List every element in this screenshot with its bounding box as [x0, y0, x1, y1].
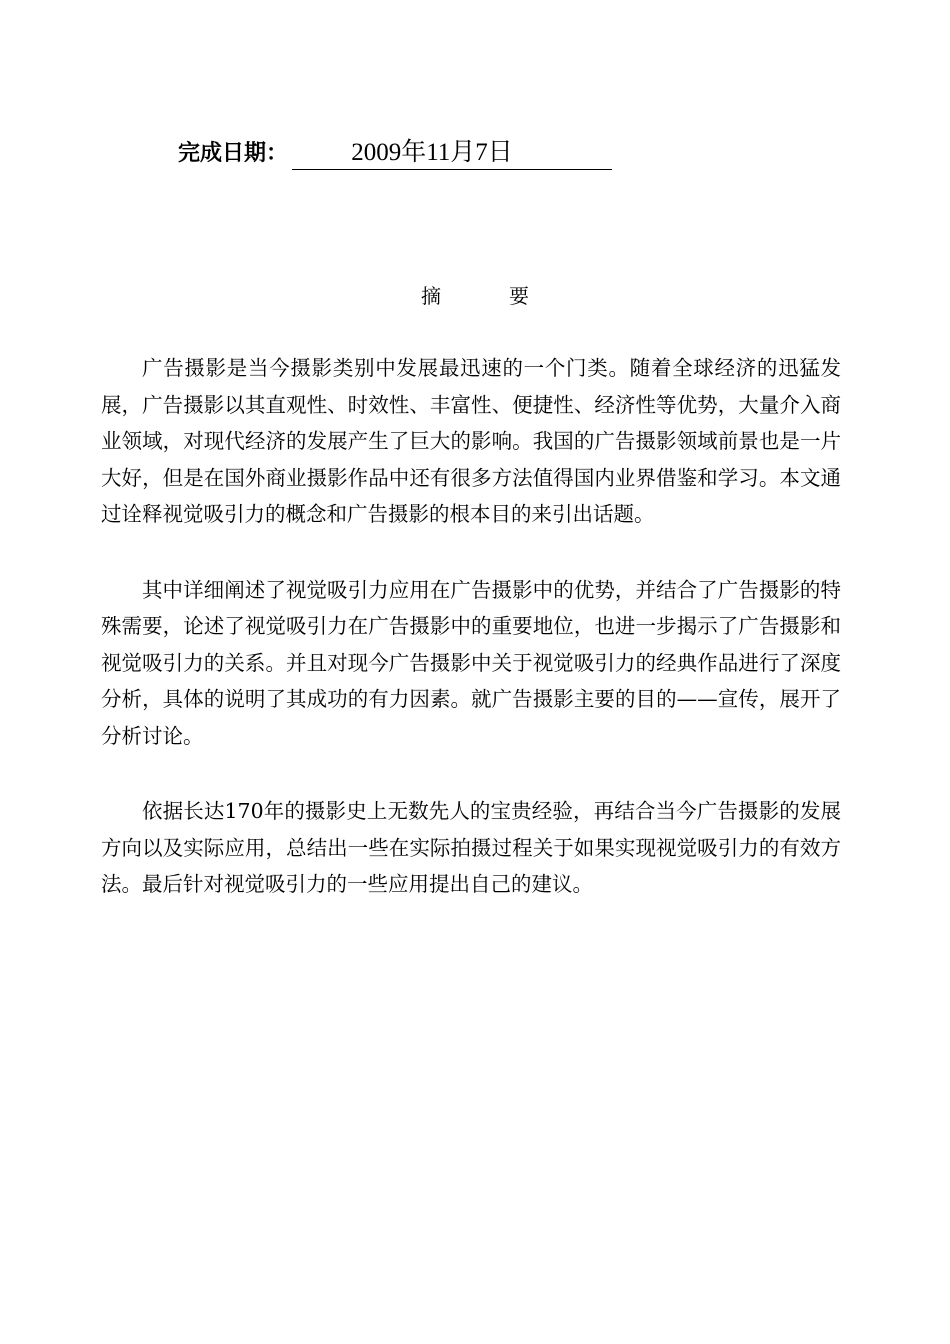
abstract-heading-char: 摘 — [421, 284, 441, 308]
abstract-heading — [0, 280, 950, 312]
abstract-paragraph: 广告摄影是当今摄影类别中发展最迅速的一个门类。随着全球经济的迅猛发展，广告摄影以其直观性、时效性、丰富性、便捷性、经济性等优势，大量介入商业领域，对现代经济的发展产生了巨大的影响。我国的广告摄影领域前景也是一片大好，但是在国外商业摄影作品中还有很多方法值得国内业界借鉴和学习。本文通过诠释视觉吸引力的概念和广告摄影的根本目的来引出话题。 — [101, 356, 841, 526]
abstract-paragraph: 其中详细阐述了视觉吸引力应用在广告摄影中的优势，并结合了广告摄影的特殊需要，论述了视觉吸引力在广告摄影中的重要地位，也进一步揭示了广告摄影和视觉吸引力的关系。并且对现今广告摄影中关于视觉吸引力的经典作品进行了深度分析，具体的说明了其成功的有力因素。就广告摄影主要的目的——宣传，展开了分析讨论。 — [101, 577, 841, 748]
completion-date-line — [178, 134, 612, 170]
abstract-heading-char: 要 — [509, 284, 529, 308]
completion-date-label: 完成日期： — [178, 141, 289, 166]
abstract-body — [101, 350, 841, 942]
abstract-paragraph: 依据长达170年的摄影史上无数先人的宝贵经验，再结合当今广告摄影的发展方向以及实际应用，总结出一些在实际拍摄过程关于如果实现视觉吸引力的有效方法。最后针对视觉吸引力的一些应用提出自己的建议。 — [101, 799, 841, 896]
completion-date-value: 2009年11月7日 — [292, 137, 612, 170]
